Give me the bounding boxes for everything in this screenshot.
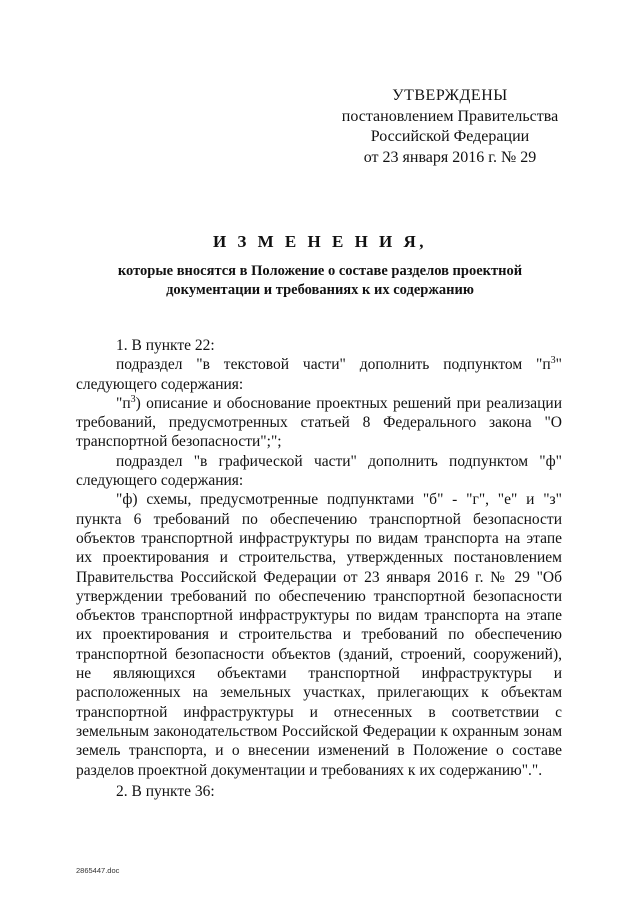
paragraph-4: "ф) схемы, предусмотренные подпунктами "б" - "г", "е" и "з" пункта 6 требований по обеспечению транспортной безопасности объектов транспортной инфраструктуры по видам транспорта на этапе их проектирования и строительства, утвержденных постановлением Правительства Российской Федерации от 23 января 2016 г. № 29 "Об утверждении требований по обеспечению транспортной безопасности объектов транспортной инфраструктуры по видам транспорта на этапе их проектирования и строительства и требований по обеспечению транспортной безопасности объектов (зданий, строений, сооружений), не являющихся объектами транспортной инфраструктуры и расположенных на земельных участках, прилегающих к объектам транспортной инфраструктуры и отнесенных в соответствии с земельным законодательством Российской Федерации к охранным зонам земель транспорта, и о внесении изменений в Положение о составе разделов проектной документации и требованиях к их содержанию".". [76, 491, 562, 779]
document-title: И З М Е Н Е Н И Я, [212, 232, 428, 251]
paragraph-1-end: " следующего содержания: [76, 356, 562, 393]
paragraph-2-open: "п [116, 394, 131, 412]
paragraph-2-text: ) описание и обоснование проектных решений при реализации требований, предусмотренных статьей 8 Федерального закона "О транспортной безопасности";"; [76, 394, 562, 451]
document-subtitle: которые вносятся в Положение о составе разделов проектной документации и требованиях к их содержанию [117, 263, 523, 298]
document-body [76, 336, 562, 801]
footer-filename: 2865447.doc [76, 866, 120, 875]
approval-line-2: Российской Федерации [370, 128, 530, 145]
approval-stamp [330, 86, 570, 168]
paragraph-1 [76, 355, 562, 394]
paragraph-3: подраздел "в графической части" дополнить подпунктом "ф" следующего содержания: [76, 452, 562, 490]
paragraph-2 [76, 394, 562, 452]
paragraph-2-superscript: 3 [130, 393, 136, 405]
approval-line-1: постановлением Правительства [341, 107, 559, 125]
approval-title: УТВЕРЖДЕНЫ [392, 87, 508, 104]
item-2-heading: 2. В пункте 36: [116, 782, 215, 800]
paragraph-1-start: подраздел "в текстовой части" дополнить подпунктом "п [116, 356, 551, 374]
item-1-heading: 1. В пункте 22: [116, 337, 215, 354]
approval-line-3: от 23 января 2016 г. № 29 [363, 148, 537, 166]
paragraph-1-superscript: 3 [550, 355, 556, 367]
